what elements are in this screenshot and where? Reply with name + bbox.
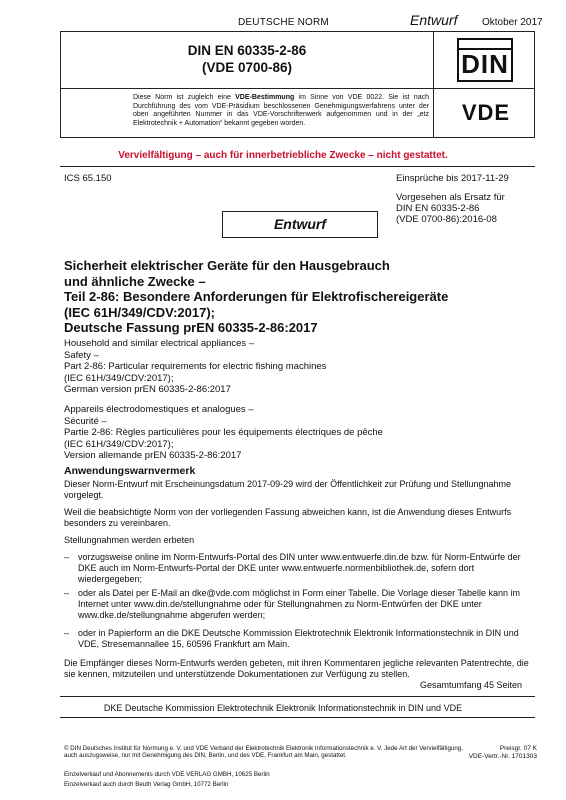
title-line: Partie 2-86: Règles particulières pour les équipements électriques de pêche (64, 427, 383, 439)
standard-type-label: DEUTSCHE NORM (238, 17, 329, 28)
replacement-info (396, 192, 505, 225)
paragraph: Stellungnahmen werden erbeten (64, 535, 195, 545)
paragraph: Weil die beabsichtigte Norm von der vorliegenden Fassung abweichen kann, ist die Anwendung dieses Entwurfs besonders zu vereinbaren. (64, 507, 512, 529)
vde-regulation-note (133, 94, 429, 128)
divider (60, 166, 535, 167)
title-line: Sicherheit elektrischer Geräte für den Hausgebrauch (64, 258, 390, 273)
dash-bullet: – (64, 628, 70, 638)
sales-info: Einzelverkauf auch durch Beuth Verlag GmbH, 10772 Berlin (64, 781, 229, 788)
paragraph: Die Empfänger dieses Norm-Entwurfs werden gebeten, mit ihren Kommentaren jegliche relevanten Patentrechte, die sie kennen, mitzuteilen und unterstützende Dokumentationen zur Verfügung zu stellen. (64, 658, 529, 680)
reproduction-warning: Vervielfältigung – auch für innerbetriebliche Zwecke – nicht gestattet. (118, 150, 448, 161)
total-pages: Gesamtumfang 45 Seiten (419, 680, 522, 690)
title-line: Sécurité – (64, 415, 107, 427)
vde-number: (VDE 0700-86) (201, 60, 293, 75)
replacement-line: Vorgesehen als Ersatz für (396, 192, 505, 203)
ics-code: ICS 65.150 (64, 173, 112, 184)
title-line: Deutsche Fassung prEN 60335-2-86:2017 (64, 320, 318, 335)
dash-bullet: – (64, 588, 70, 598)
list-item-text: vorzugsweise online im Norm-Entwurfs-Portal des DIN unter www.entwuerfe.din.de bzw. für Norm-Entwürfe der DKE auch im Norm-Entwurfs-Portal der DKE unter www.entwuerfe.normenbibliothek.de, sofern dort wiedergegeben; (78, 552, 521, 585)
title-line: (IEC 61H/349/CDV:2017); (64, 372, 174, 384)
title-line: Safety – (64, 349, 99, 361)
box-divider-horizontal (61, 88, 534, 89)
divider (60, 696, 535, 697)
list-item-text: oder als Datei per E-Mail an dke@vde.com möglichst in Form einer Tabelle. Die Vorlage dieser Tabelle kann im Internet unter www.din.de/stellungnahme oder für Stellungnahmen zu Norm-Entwürfen der DKE unter www.dke.de/stellungnahme abgerufen werden; (78, 588, 521, 621)
english-title (64, 338, 534, 396)
price-info (450, 745, 537, 760)
vde-note-pre: Diese Norm ist zugleich eine (133, 94, 236, 101)
draft-stamp: Entwurf (222, 211, 378, 238)
document-header (0, 0, 566, 30)
sales-info: Einzelverkauf und Abonnements durch VDE VERLAG GMBH, 10625 Berlin (64, 771, 270, 778)
replacement-line: DIN EN 60335-2-86 (396, 203, 480, 214)
copyright-notice: © DIN Deutsches Institut für Normung e. V. und VDE Verband der Elektrotechnik Elektronik Informationstechnik e. V. Jede Art der Vervielfältigung, auch auszugsweise, nur mit Genehmigung des DIN, Berlin, und des VDE, Frankfurt am Main, gestattet. (64, 745, 463, 760)
title-line: Version allemande prEN 60335-2-86:2017 (64, 450, 242, 462)
german-title (64, 258, 534, 336)
title-line: Household and similar electrical appliances – (64, 338, 255, 349)
publication-date: Oktober 2017 (482, 17, 543, 28)
din-logo (457, 38, 513, 82)
draft-status: Entwurf (410, 12, 458, 28)
vde-note-bold: VDE-Bestimmung (235, 94, 295, 101)
replacement-line: (VDE 0700-86):2016-08 (396, 214, 497, 225)
dash-bullet: – (64, 552, 70, 562)
vde-logo: VDE (461, 100, 511, 125)
title-line: Part 2-86: Particular requirements for electric fishing machines (64, 361, 327, 373)
vde-note-post: im Sinne von VDE 0022. Sie ist nach Durchführung des vom VDE-Präsidium beschlossenen Genehmigungsverfahrens unter der oben angeführten Nummer in das VDE-Vorschriftenwerk aufgenommen und in der „etz Elektrotechnik + Automation“ bekannt gegeben worden. (133, 94, 429, 127)
price-group: Preisgr. 07 K (499, 745, 537, 752)
title-line: Appareils électrodomestiques et analogues – (64, 404, 254, 415)
standard-number-block (61, 42, 433, 76)
title-line: (IEC 61H/349/CDV:2017); (64, 438, 174, 450)
din-logo-text: DIN (461, 49, 509, 79)
application-warning-heading: Anwendungswarnvermerk (64, 465, 196, 477)
paragraph: Dieser Norm-Entwurf mit Erscheinungsdatum 2017-09-29 wird der Öffentlichkeit zur Prüfung und Stellungnahme vorgelegt. (64, 479, 512, 501)
french-title (64, 404, 534, 462)
box-divider-vertical (433, 32, 434, 137)
title-line: und ähnliche Zwecke – (64, 273, 206, 289)
standard-number: DIN EN 60335-2-86 (187, 43, 307, 58)
objection-deadline: Einsprüche bis 2017-11-29 (396, 173, 509, 184)
title-line: German version prEN 60335-2-86:2017 (64, 384, 231, 396)
title-line: (IEC 61H/349/CDV:2017); (64, 304, 216, 320)
divider (60, 717, 535, 718)
list-item-text: oder in Papierform an die DKE Deutsche Kommission Elektrotechnik Elektronik Informationstechnik in DIN und VDE, Stresemannallee 15, 60596 Frankfurt am Main. (78, 628, 519, 650)
dke-commission-line: DKE Deutsche Kommission Elektrotechnik Elektronik Informationstechnik in DIN und VDE (103, 703, 463, 713)
title-line: Teil 2-86: Besondere Anforderungen für Elektrofischereigeräte (64, 289, 449, 304)
standard-info-box (60, 31, 535, 138)
vde-contract-number: VDE-Vertr.-Nr. 1701303 (468, 752, 537, 760)
